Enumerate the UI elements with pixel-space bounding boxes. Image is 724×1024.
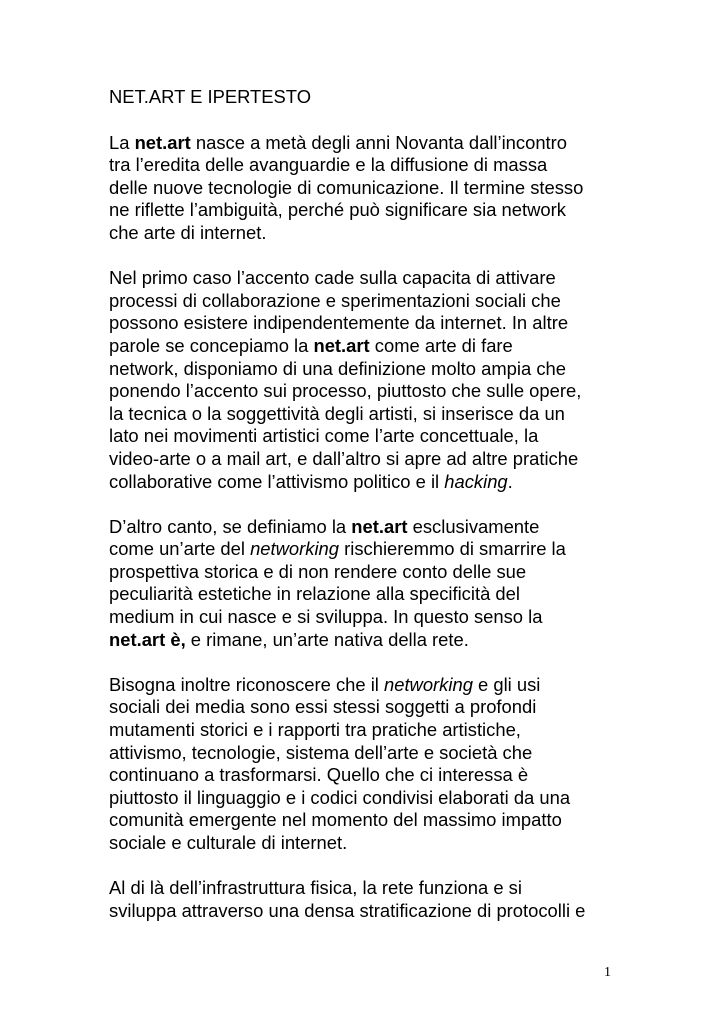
text-line	[109, 290, 629, 313]
text-run: ne riflette l’ambiguità, perché può significare sia network	[109, 199, 566, 221]
paragraph	[109, 132, 629, 245]
text-line	[109, 222, 629, 245]
text-run: ponendo l’accento sui processo, piuttosto che sulle opere,	[109, 380, 582, 402]
text-line	[109, 358, 629, 381]
text-run: Al di là dell’infrastruttura fisica, la rete funziona e si	[109, 877, 522, 899]
text-line	[109, 606, 629, 629]
text-run: attivismo, tecnologie, sistema dell’arte e società che	[109, 741, 533, 763]
text-run: Bisogna inoltre riconoscere che il	[109, 673, 384, 695]
paragraph	[109, 674, 629, 855]
text-run: .	[507, 470, 513, 492]
text-run: La	[109, 131, 135, 153]
paragraph	[109, 516, 629, 652]
text-line	[109, 132, 629, 155]
text-line	[109, 742, 629, 765]
text-line	[109, 809, 629, 832]
text-line	[109, 900, 629, 923]
text-run: rischieremmo di smarrire la	[339, 538, 566, 560]
text-line	[109, 471, 629, 494]
text-line	[109, 312, 629, 335]
text-run: piuttosto il linguaggio e i codici condivisi elaborati da una	[109, 786, 571, 808]
text-run: parole se concepiamo la	[109, 334, 314, 356]
text-line	[109, 561, 629, 584]
text-run: video-arte o a mail art, e dall’altro si apre ad altre pratiche	[109, 447, 579, 469]
text-line	[109, 448, 629, 471]
text-run: network, disponiamo di una definizione molto ampia che	[109, 357, 566, 379]
bold-text: è,	[170, 628, 186, 650]
text-line	[109, 425, 629, 448]
italic-text: hacking	[444, 470, 508, 492]
bold-text: net.art	[313, 334, 370, 356]
text-line	[109, 719, 629, 742]
paragraph	[109, 267, 629, 493]
text-run: comunità emergente nel momento del massimo impatto	[109, 809, 562, 831]
text-run: nasce a metà degli anni Novanta dall’incontro	[190, 131, 568, 153]
text-run: esclusivamente	[407, 515, 540, 537]
text-line	[109, 335, 629, 358]
text-line	[109, 199, 629, 222]
document-page	[109, 86, 629, 945]
text-run: lato nei movimenti artistici come l’arte concettuale, la	[109, 425, 539, 447]
text-line	[109, 674, 629, 697]
text-run: peculiarità estetiche in relazione alla specificità del	[109, 583, 520, 605]
text-run: tra l’eredita delle avanguardie e la diffusione di massa	[109, 154, 548, 176]
text-line	[109, 380, 629, 403]
text-run: e rimane, un’arte nativa della rete.	[185, 628, 469, 650]
text-run: come arte di fare	[369, 334, 513, 356]
text-run: sociali dei media sono essi stessi soggetti a profondi	[109, 696, 537, 718]
paragraph	[109, 877, 629, 922]
italic-text: networking	[383, 673, 473, 695]
text-run: continuano a trasformarsi. Quello che ci interessa è	[109, 764, 529, 786]
text-line	[109, 267, 629, 290]
text-line	[109, 629, 629, 652]
text-run: D’altro canto, se definiamo la	[109, 515, 352, 537]
text-run: possono esistere indipendentemente da internet. In altre	[109, 312, 569, 334]
text-line	[109, 787, 629, 810]
text-line	[109, 177, 629, 200]
bold-text: net.art	[134, 131, 191, 153]
text-run: delle nuove tecnologie di comunicazione. Il termine stesso	[109, 176, 584, 198]
document-body	[109, 132, 629, 923]
text-run: medium in cui nasce e si sviluppa. In questo senso la	[109, 606, 543, 628]
page-number: 1	[604, 965, 611, 980]
bold-text: net.art	[109, 628, 166, 650]
text-run: e gli usi	[472, 673, 541, 695]
text-run: la tecnica o la soggettività degli artisti, si inserisce da un	[109, 402, 565, 424]
text-line	[109, 154, 629, 177]
text-run: che arte di internet.	[109, 221, 267, 243]
text-line	[109, 583, 629, 606]
text-run: Nel primo caso l’accento cade sulla capacita di attivare	[109, 267, 556, 289]
text-line	[109, 516, 629, 539]
text-line	[109, 764, 629, 787]
text-run: prospettiva storica e di non rendere conto delle sue	[109, 560, 527, 582]
document-title: NET.ART E IPERTESTO	[109, 86, 312, 107]
text-run: processi di collaborazione e sperimentazioni sociali che	[109, 289, 561, 311]
text-line	[109, 538, 629, 561]
bold-text: net.art	[351, 515, 408, 537]
text-run: come un’arte del	[109, 538, 251, 560]
text-line	[109, 877, 629, 900]
text-run: sociale e culturale di internet.	[109, 832, 348, 853]
text-run: sviluppa attraverso una densa stratificazione di protocolli e	[109, 899, 586, 921]
text-run: mutamenti storici e i rapporti tra pratiche artistiche,	[109, 719, 521, 741]
text-line	[109, 403, 629, 426]
text-run: collaborative come l’attivismo politico e il	[109, 470, 445, 492]
text-line	[109, 696, 629, 719]
text-line	[109, 832, 629, 855]
italic-text: networking	[250, 538, 340, 560]
